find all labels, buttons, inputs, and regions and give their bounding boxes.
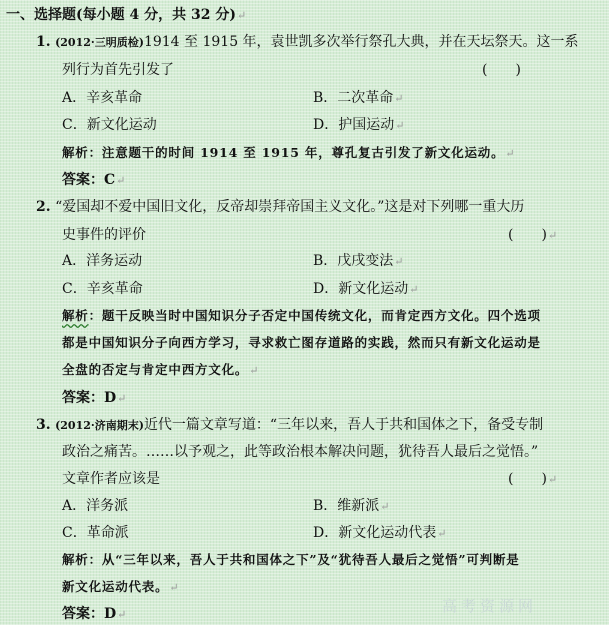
question-3-source: (2012·济南期末) (55, 419, 144, 432)
question-2-option-a: A．洋务运动 (62, 253, 143, 269)
question-3-answer-blank: ( )↵ (508, 471, 558, 487)
section-title: 一、选择题(每小题 4 分，共 32 分)↵ (6, 7, 247, 23)
question-2-stem-line-2: 史事件的评价 (62, 227, 146, 243)
question-1-stem-line-1: 1. (2012·三明质检)1914 至 1915 年，袁世凯多次举行祭孔大典，并在天坛祭天。这一系 (36, 34, 579, 50)
question-1-answer-blank: ( ) (482, 62, 521, 78)
question-1-source: (2012·三明质检) (55, 36, 144, 49)
question-1-analysis: 解析：注意题干的时间 1914 至 1915 年，尊孔复古引发了新文化运动。↵ (62, 145, 516, 160)
question-1-option-c: C．新文化运动 (62, 117, 157, 133)
question-2-answer-blank: ( )↵ (508, 227, 558, 243)
question-2-analysis-line-1: 解析：题干反映当时中国知识分子否定中国传统文化，而肯定西方文化。四个选项 (62, 308, 541, 323)
question-1-stem-line-2: 列行为首先引发了 (62, 62, 174, 78)
question-2-stem-line-1: 2. “爱国却不爱中国旧文化，反帝却崇拜帝国主义文化。”这是对下列哪一重大历 (36, 199, 525, 215)
question-2-number: 2. (36, 199, 51, 215)
question-1-number: 1. (36, 34, 51, 50)
question-1-option-b: B．二次革命↵ (313, 90, 404, 106)
question-3-number: 3. (36, 417, 51, 433)
question-1-option-a: A．辛亥革命 (62, 90, 143, 106)
question-3-analysis-line-1: 解析：从“三年以来，吾人于共和国体之下”及“犹待吾人最后之觉悟”可判断是 (62, 552, 520, 567)
question-3-option-a: A．洋务派 (62, 498, 129, 514)
watermark-logo: 高考资源网 (442, 597, 538, 615)
question-2-option-d: D．新文化运动↵ (313, 281, 419, 297)
question-2-analysis-line-3: 全盘的否定与肯定中西方文化。↵ (62, 362, 260, 377)
question-3-stem-line-3: 文章作者应该是 (62, 471, 160, 487)
question-2-option-c: C．辛亥革命 (62, 281, 143, 297)
question-1-answer: 答案：C↵ (62, 172, 126, 188)
question-3-analysis-line-2: 新文化运动代表。↵ (62, 579, 180, 594)
question-3-stem-line-1: 3. (2012·济南期末)近代一篇文章写道：“三年以来，吾人于共和国体之下，备受专制 (36, 417, 544, 433)
question-2-analysis-line-2: 都是中国知识分子向西方学习，寻求救亡图存道路的实践，然而只有新文化运动是 (62, 335, 541, 350)
question-3-stem-line-2: 政治之痛苦。……以予观之，此等政治根本解决问题，犹待吾人最后之觉悟。” (62, 444, 539, 460)
question-2-option-b: B．戊戌变法↵ (313, 253, 404, 269)
question-2-answer: 答案：D↵ (62, 390, 127, 406)
question-3-answer: 答案：D↵ (62, 606, 127, 622)
question-1-option-d: D．护国运动↵ (313, 117, 405, 133)
question-3-option-d: D．新文化运动代表↵ (313, 525, 447, 541)
question-3-option-b: B．维新派↵ (313, 498, 390, 514)
question-3-option-c: C．革命派 (62, 525, 129, 541)
